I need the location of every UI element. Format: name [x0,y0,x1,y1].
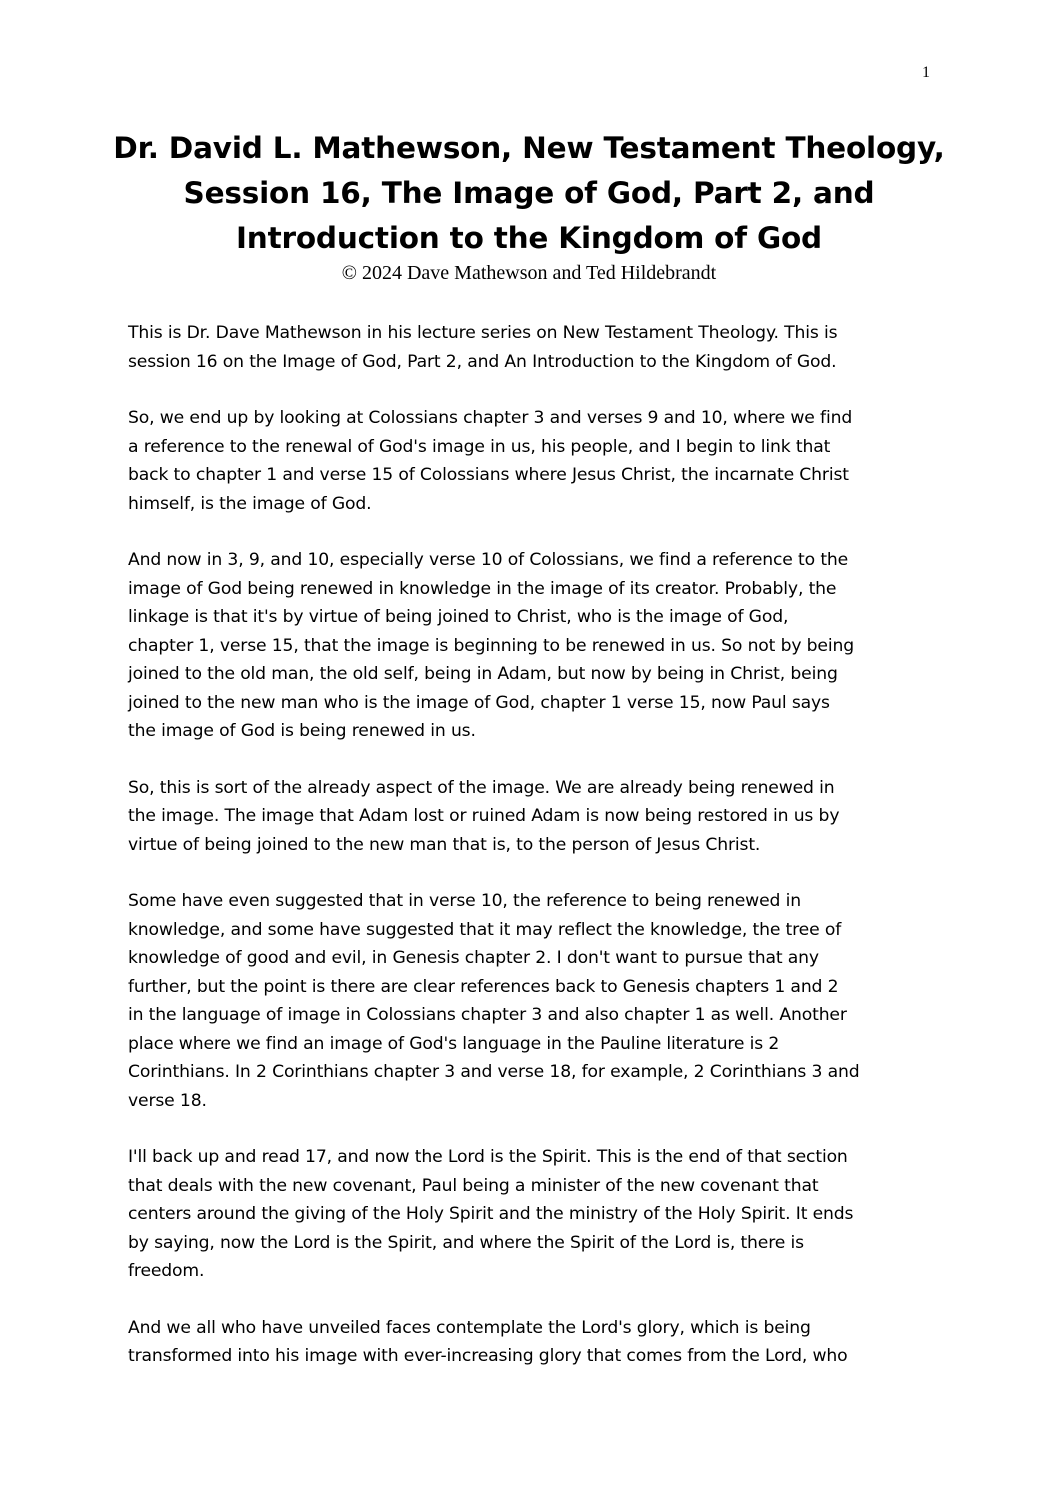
paragraph-line: knowledge, and some have suggested that it may reflect the knowledge, the tree of [128,919,842,940]
paragraph-line: joined to the old man, the old self, being in Adam, but now by being in Christ, being [128,664,838,684]
paragraph-line: that deals with the new covenant, Paul being a minister of the new covenant that [128,1175,819,1196]
paragraph [128,1143,934,1286]
paragraph-line: in the language of image in Colossians chapter 3 and also chapter 1 as well. Another [128,1005,847,1025]
paragraph-line: the image of God is being renewed in us. [128,721,476,741]
paragraph-line: linkage is that it's by virtue of being joined to Christ, who is the image of God, [128,607,789,627]
paragraph-line: further, but the point is there are clear references back to Genesis chapters 1 and 2 [128,976,839,997]
page-number: 1 [922,64,930,81]
paragraph-line: verse 18. [128,1090,207,1111]
paragraph-line: I'll back up and read 17, and now the Lord is the Spirit. This is the end of that section [128,1147,848,1167]
paragraph-line: by saying, now the Lord is the Spirit, and where the Spirit of the Lord is, there is [128,1232,804,1253]
title-line-2: Session 16, The Image of God, Part 2, and [183,176,875,210]
paragraph-line: This is Dr. Dave Mathewson in his lecture series on New Testament Theology. This is [128,323,838,343]
paragraph-line: So, this is sort of the already aspect of the image. We are already being renewed in [128,777,835,798]
paragraph-line: place where we find an image of God's language in the Pauline literature is 2 [128,1033,780,1054]
title-line-3: Introduction to the Kingdom of God [236,221,822,255]
paragraph-line: transformed into his image with ever-increasing glory that comes from the Lord, who [128,1346,848,1366]
paragraph [128,546,934,746]
paragraph-line: Some have even suggested that in verse 10, the reference to being renewed in [128,891,801,911]
body-text [128,319,934,1399]
paragraph [128,887,934,1115]
paragraph-line: back to chapter 1 and verse 15 of Colossians where Jesus Christ, the incarnate Christ [128,465,849,485]
paragraph-line: Corinthians. In 2 Corinthians chapter 3 and verse 18, for example, 2 Corinthians 3 and [128,1062,860,1082]
paragraph-line: So, we end up by looking at Colossians chapter 3 and verses 9 and 10, where we find [128,408,853,428]
paragraph-line: chapter 1, verse 15, that the image is beginning to be renewed in us. So not by being [128,635,854,656]
paragraph-line: a reference to the renewal of God's image in us, his people, and I begin to link that [128,436,831,457]
paragraph-line: the image. The image that Adam lost or ruined Adam is now being restored in us by [128,806,840,826]
paragraph [128,404,934,518]
paragraph-line: image of God being renewed in knowledge in the image of its creator. Probably, the [128,578,837,599]
copyright-notice: © 2024 Dave Mathewson and Ted Hildebrandt [341,262,717,284]
paragraph-line: knowledge of good and evil, in Genesis chapter 2. I don't want to pursue that any [128,948,819,968]
paragraph-line: And now in 3, 9, and 10, especially verse 10 of Colossians, we find a reference to the [128,550,849,570]
paragraph-line: joined to the new man who is the image of God, chapter 1 verse 15, now Paul says [128,692,830,713]
paragraph [128,774,934,860]
title-line-1: Dr. David L. Mathewson, New Testament Theology, [113,131,945,165]
paragraph [128,319,934,376]
paragraph-line: virtue of being joined to the new man that is, to the person of Jesus Christ. [128,834,761,855]
paragraph-line: freedom. [128,1261,205,1281]
paragraph-line: himself, is the image of God. [128,493,372,514]
paragraph [128,1314,934,1371]
paragraph-line: session 16 on the Image of God, Part 2, and An Introduction to the Kingdom of God. [128,351,837,372]
document-header [100,126,958,286]
paragraph-line: And we all who have unveiled faces contemplate the Lord's glory, which is being [128,1317,811,1338]
paragraph-line: centers around the giving of the Holy Spirit and the ministry of the Holy Spirit. It ends [128,1204,854,1224]
